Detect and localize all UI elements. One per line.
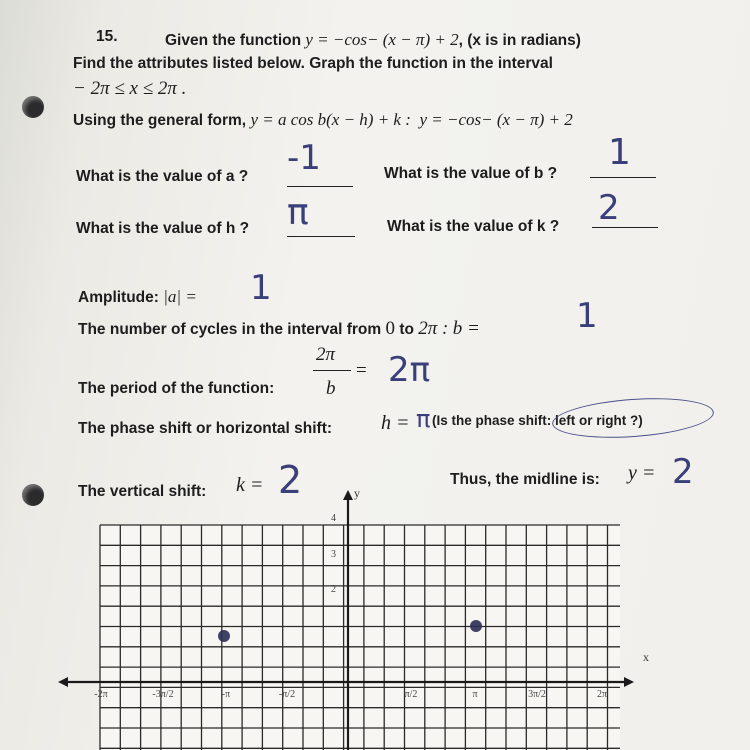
- interval: [73, 78, 186, 100]
- general-form-line: [73, 110, 573, 130]
- instructions: Find the attributes listed below. Graph the function in the interval: [73, 55, 553, 72]
- x-tick-label: 3π/2: [528, 689, 546, 700]
- problem-number: 15.: [96, 28, 118, 45]
- phase-h: h =: [381, 412, 410, 434]
- function-expression: y = −cos− (x − π) + 2: [305, 30, 459, 49]
- phase-answer: π: [416, 405, 431, 433]
- question-h-label: What is the value of h ?: [76, 220, 250, 237]
- grid-background: [100, 525, 620, 750]
- amplitude-line: [78, 287, 197, 307]
- amplitude-answer: 1: [250, 268, 272, 308]
- x-tick-label: -3π/2: [152, 689, 174, 700]
- y-tick-label: 4: [331, 513, 336, 524]
- x-tick-label: -π: [221, 689, 231, 700]
- answer-b-blank[interactable]: [590, 177, 656, 178]
- period-fraction-bar: [313, 370, 351, 371]
- cycles-to-word: to: [399, 321, 414, 338]
- answer-a-blank[interactable]: [287, 186, 353, 187]
- x-tick-label: -π/2: [278, 689, 296, 700]
- left-circled-mark: [551, 393, 715, 442]
- plotted-point: [470, 620, 482, 632]
- midline-label: Thus, the midline is:: [450, 471, 600, 488]
- general-form-label: Using the general form,: [73, 112, 247, 129]
- answer-a: -1: [287, 138, 321, 178]
- answer-h-blank[interactable]: [287, 236, 355, 237]
- y-tick-label: 3: [331, 549, 336, 560]
- vertical-shift-k: k =: [236, 474, 264, 496]
- period-label: The period of the function:: [78, 380, 275, 397]
- question-k-label: What is the value of k ?: [387, 218, 560, 235]
- cycles-answer: 1: [576, 296, 598, 336]
- problem-statement: [165, 30, 581, 50]
- midline-y: y =: [628, 462, 656, 484]
- x-tick-label: π/2: [404, 689, 418, 700]
- x-tick-label: 2π: [596, 689, 608, 700]
- cycles-from: 0: [385, 318, 395, 339]
- answer-b: 1: [608, 132, 631, 173]
- answer-h: π: [287, 192, 309, 233]
- vertical-shift-answer: 2: [278, 458, 303, 502]
- x-tick-label: -2π: [94, 689, 108, 700]
- period-numerator: 2π: [316, 344, 336, 365]
- vertical-shift-label: The vertical shift:: [78, 483, 207, 500]
- amplitude-expr: |a| =: [163, 287, 197, 306]
- cycles-line: [78, 318, 480, 340]
- question-a-label: What is the value of a ?: [76, 168, 249, 185]
- radians-note: , (x is in radians): [458, 32, 581, 49]
- general-form-expr: y = a cos b(x − h) + k :: [250, 110, 411, 129]
- cycles-label: The number of cycles in the interval from: [78, 321, 382, 338]
- binder-hole-top: [22, 96, 44, 118]
- plotted-point: [218, 630, 230, 642]
- phase-direction-question: (Is the phase shift: left or right ?): [432, 413, 643, 428]
- y-axis-arrow: [343, 490, 353, 500]
- interval-expr: − 2π ≤ x ≤ 2π .: [73, 78, 187, 99]
- period-denominator: b: [326, 378, 336, 399]
- y-axis-label: y: [354, 490, 360, 500]
- midline-answer: 2: [672, 452, 694, 492]
- x-axis-arrow-left: [58, 677, 68, 687]
- x-axis-label: x: [643, 650, 649, 664]
- amplitude-label: Amplitude:: [78, 289, 159, 306]
- general-form-fn: y = −cos− (x − π) + 2: [419, 110, 573, 129]
- question-b-label: What is the value of b ?: [384, 165, 558, 182]
- cycles-b: b =: [452, 318, 480, 339]
- intro-text: Given the function: [165, 32, 302, 49]
- y-tick-label: 2: [331, 584, 336, 595]
- answer-k: 2: [598, 188, 620, 228]
- x-axis-arrow-right: [624, 677, 634, 687]
- period-answer: 2π: [388, 350, 431, 390]
- phase-label: The phase shift or horizontal shift:: [78, 420, 333, 437]
- x-tick-label: π: [472, 689, 478, 700]
- cycles-to: 2π :: [418, 318, 449, 339]
- coordinate-grid-graph[interactable]: [0, 490, 750, 750]
- period-equals: =: [356, 360, 367, 381]
